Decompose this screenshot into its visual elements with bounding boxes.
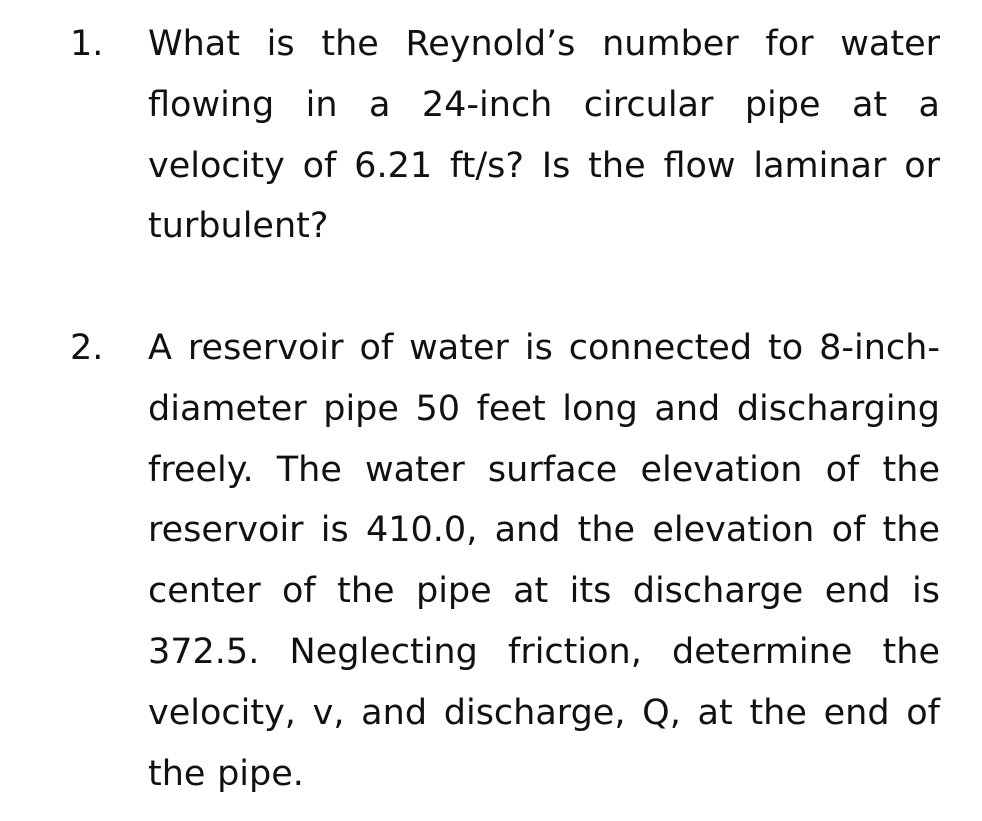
question-2-text: A reservoir of water is connected to 8-inch-diameter pipe 50 feet long and discharging freely. The water surface elevation of the reservoir is 410.0, and the elevation of the center of the pipe at its discharge end is 372.5. Neglecting friction, determine the velocity, v, and discharge, Q, at the end of the pipe. [148, 328, 940, 794]
question-1-text: What is the Reynold’s number for water flowing in a 24-inch circular pipe at a velocity of 6.21 ft/s? Is the flow laminar or turbulent? [148, 24, 940, 247]
question-1-number: 1. [70, 24, 104, 64]
question-2-number: 2. [70, 328, 104, 368]
